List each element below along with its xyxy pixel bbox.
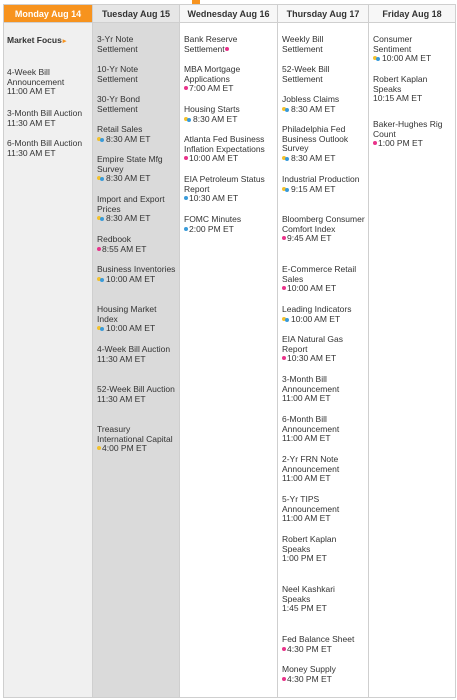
- event-name: 52-Week Bill Settlement: [282, 64, 330, 84]
- market-impact-icon: [282, 187, 290, 192]
- calendar-event[interactable]: [282, 215, 365, 244]
- market-impact-icon: [373, 56, 381, 61]
- calendar-event[interactable]: [184, 175, 274, 204]
- event-time: [373, 94, 452, 104]
- calendar-event[interactable]: [97, 345, 176, 364]
- event-name: 52-Week Bill Auction: [97, 384, 175, 394]
- event-name: Atlanta Fed Business Inflation Expectations: [184, 134, 265, 154]
- importance-dot-icon: [225, 47, 229, 51]
- calendar-event[interactable]: [97, 385, 176, 404]
- event-time-text: 11:00 AM ET: [282, 433, 331, 443]
- calendar-event[interactable]: [373, 35, 452, 64]
- event-time: [7, 119, 89, 129]
- importance-dot-icon: [184, 86, 188, 90]
- event-name: Fed Balance Sheet: [282, 634, 355, 644]
- event-time: [184, 84, 274, 94]
- event-time-text: 10:00 AM ET: [189, 153, 239, 163]
- event-time: [7, 87, 89, 97]
- market-impact-icon: [97, 137, 105, 142]
- importance-dot-icon: [97, 446, 101, 450]
- event-time-text: 9:45 AM ET: [287, 233, 332, 243]
- event-time-text: 8:30 AM ET: [106, 133, 151, 144]
- calendar-event[interactable]: [282, 65, 365, 84]
- event-name: Empire State Mfg Survey: [97, 154, 163, 174]
- event-time-text: 11:00 AM ET: [282, 393, 331, 403]
- event-time: [282, 645, 365, 655]
- importance-dot-icon: [184, 196, 188, 200]
- event-time-text: 1:45 PM ET: [282, 603, 327, 613]
- calendar-event[interactable]: [282, 535, 365, 564]
- event-time-text: 8:30 AM ET: [291, 152, 336, 163]
- event-name: Jobless Claims: [282, 94, 340, 104]
- event-name: Philadelphia Fed Business Outlook Survey: [282, 124, 349, 153]
- calendar-event[interactable]: [282, 95, 365, 114]
- event-time-text: 7:00 AM ET: [189, 83, 234, 93]
- event-name: 4-Week Bill Auction: [97, 344, 171, 354]
- event-time-text: 1:00 PM ET: [378, 138, 423, 148]
- event-time-text: 4:30 PM ET: [287, 673, 332, 684]
- day-column-tuesday: [93, 5, 180, 697]
- calendar-event[interactable]: [282, 305, 365, 324]
- event-time-text: 11:00 AM ET: [7, 86, 56, 96]
- day-column-friday: [369, 5, 455, 697]
- event-time: [282, 675, 365, 685]
- event-time: [97, 174, 176, 184]
- calendar-event[interactable]: [282, 665, 365, 684]
- event-time: [282, 514, 365, 524]
- event-time-text: 11:30 AM ET: [97, 393, 146, 404]
- day-header-thursday[interactable]: Thursday Aug 17: [278, 5, 368, 23]
- calendar-event[interactable]: [373, 75, 452, 104]
- event-name: EIA Natural Gas Report: [282, 334, 343, 354]
- event-time: [97, 245, 176, 255]
- calendar-event[interactable]: [184, 215, 274, 234]
- event-name: 2-Yr FRN Note Announcement: [282, 454, 340, 474]
- calendar-event[interactable]: [282, 175, 365, 194]
- event-time-text: 11:30 AM ET: [97, 353, 146, 364]
- event-name: 10-Yr Note Settlement: [97, 64, 139, 84]
- event-time-text: 11:30 AM ET: [7, 147, 56, 158]
- market-impact-icon: [282, 107, 290, 112]
- event-name: Money Supply: [282, 664, 336, 674]
- calendar-event[interactable]: [282, 585, 365, 614]
- event-time-text: 4:00 PM ET: [102, 443, 147, 453]
- event-name: MBA Mortgage Applications: [184, 64, 241, 84]
- event-time-text: 10:15 AM ET: [373, 93, 423, 103]
- calendar-event[interactable]: [97, 65, 176, 84]
- event-time: [184, 115, 274, 125]
- event-name: 5-Yr TIPS Announcement: [282, 494, 340, 514]
- importance-dot-icon: [97, 247, 101, 251]
- calendar-event[interactable]: [97, 235, 176, 254]
- calendar-event[interactable]: [373, 120, 452, 149]
- calendar-event[interactable]: [282, 495, 365, 524]
- market-impact-icon: [184, 117, 192, 122]
- event-time: [97, 214, 176, 224]
- event-time-text: 10:00 AM ET: [382, 53, 432, 63]
- day-header-friday[interactable]: Friday Aug 18: [369, 5, 455, 23]
- event-name: Import and Export Prices: [97, 194, 165, 214]
- calendar-event[interactable]: [7, 109, 89, 128]
- day-header-tuesday[interactable]: Tuesday Aug 15: [93, 5, 179, 23]
- calendar-event[interactable]: [184, 105, 274, 124]
- event-name: Bloomberg Consumer Comfort Index: [282, 214, 365, 234]
- event-name: Housing Starts: [184, 104, 240, 114]
- event-name: Housing Market Index: [97, 304, 157, 324]
- event-name: Industrial Production: [282, 174, 360, 184]
- calendar-event[interactable]: [97, 155, 176, 184]
- event-time: [282, 604, 365, 614]
- market-impact-icon: [97, 176, 105, 181]
- event-name: Baker-Hughes Rig Count: [373, 119, 443, 139]
- event-time: [97, 355, 176, 365]
- event-name: EIA Petroleum Status Report: [184, 174, 265, 194]
- event-name: FOMC Minutes: [184, 214, 242, 224]
- day-column-monday: [4, 5, 93, 697]
- calendar-event[interactable]: [282, 375, 365, 404]
- calendar-event[interactable]: [97, 35, 176, 54]
- event-time-text: 10:00 AM ET: [106, 323, 156, 333]
- event-name: 30-Yr Bond Settlement: [97, 94, 140, 114]
- event-time-text: 11:00 AM ET: [282, 473, 331, 483]
- event-time: [282, 434, 365, 444]
- calendar-event[interactable]: [282, 455, 365, 484]
- market-impact-icon: [97, 277, 105, 282]
- event-time-text: 9:15 AM ET: [291, 183, 336, 194]
- calendar-event[interactable]: [97, 305, 176, 334]
- event-time-text: 8:30 AM ET: [106, 213, 151, 223]
- event-name: 3-Month Bill Announcement: [282, 374, 340, 394]
- calendar-event[interactable]: [184, 135, 274, 164]
- event-name: Neel Kashkari Speaks: [282, 584, 335, 604]
- event-time: [7, 149, 89, 159]
- importance-dot-icon: [282, 236, 286, 240]
- importance-dot-icon: [373, 141, 377, 145]
- event-name: 6-Month Bill Announcement: [282, 414, 340, 434]
- event-name: Robert Kaplan Speaks: [282, 534, 337, 554]
- calendar-event[interactable]: [282, 35, 365, 54]
- event-time: [282, 105, 365, 115]
- market-impact-icon: [282, 317, 290, 322]
- event-name: Leading Indicators: [282, 304, 352, 314]
- event-time-text: 11:30 AM ET: [7, 117, 56, 128]
- event-time: [97, 444, 176, 454]
- event-name: Robert Kaplan Speaks: [373, 74, 428, 94]
- event-time: [282, 154, 365, 164]
- event-name: Retail Sales: [97, 124, 143, 134]
- economic-calendar: [3, 4, 456, 698]
- market-impact-icon: [97, 216, 105, 221]
- event-time: [97, 395, 176, 405]
- event-name: Weekly Bill Settlement: [282, 34, 324, 54]
- importance-dot-icon: [282, 647, 286, 651]
- event-name: Consumer Sentiment: [373, 34, 413, 54]
- calendar-event[interactable]: [7, 139, 89, 158]
- importance-dot-icon: [282, 677, 286, 681]
- event-time-text: 8:30 AM ET: [106, 173, 151, 183]
- event-time: [282, 554, 365, 564]
- market-focus-link[interactable]: [7, 35, 66, 45]
- calendar-event[interactable]: [282, 415, 365, 444]
- event-time: [97, 324, 176, 334]
- importance-dot-icon: [184, 227, 188, 231]
- calendar-event[interactable]: [282, 635, 365, 654]
- event-time: [373, 54, 452, 64]
- calendar-event[interactable]: [282, 125, 365, 163]
- calendar-event[interactable]: [97, 95, 176, 114]
- event-time-text: 2:00 PM ET: [189, 223, 234, 234]
- importance-dot-icon: [184, 156, 188, 160]
- importance-dot-icon: [282, 356, 286, 360]
- event-name: Redbook: [97, 234, 132, 244]
- calendar-event[interactable]: [97, 265, 176, 284]
- calendar-event[interactable]: [184, 65, 274, 94]
- importance-dot-icon: [282, 286, 286, 290]
- event-time: [282, 315, 365, 325]
- event-name: 3-Yr Note Settlement: [97, 34, 138, 54]
- calendar-event[interactable]: [97, 195, 176, 224]
- day-header-monday[interactable]: Monday Aug 14: [4, 5, 92, 23]
- event-time: [184, 225, 274, 235]
- calendar-event[interactable]: [7, 68, 89, 97]
- event-time: [282, 185, 365, 195]
- event-time-text: 11:00 AM ET: [282, 513, 331, 523]
- event-name: Bank Reserve Settlement: [184, 34, 238, 54]
- event-time: [184, 154, 274, 164]
- event-time-text: 10:00 AM ET: [106, 273, 156, 284]
- market-focus-label: Market Focus: [7, 35, 62, 45]
- event-name: 3-Month Bill Auction: [7, 108, 83, 118]
- market-impact-icon: [282, 156, 290, 161]
- event-time: [373, 139, 452, 149]
- day-column-wednesday: [180, 5, 278, 697]
- event-time-text: 10:00 AM ET: [291, 313, 341, 324]
- event-time-text: 8:30 AM ET: [291, 103, 336, 114]
- calendar-event[interactable]: [282, 335, 365, 364]
- event-time-text: 10:30 AM ET: [189, 193, 239, 203]
- event-time: [282, 394, 365, 404]
- event-time: [97, 275, 176, 285]
- event-time-text: 10:00 AM ET: [287, 283, 337, 293]
- event-time-text: 8:30 AM ET: [193, 113, 238, 124]
- event-name: 4-Week Bill Announcement: [7, 67, 65, 87]
- day-column-thursday: [278, 5, 369, 697]
- event-name: 6-Month Bill Auction: [7, 138, 83, 148]
- event-time: [282, 284, 365, 294]
- market-impact-icon: [97, 326, 105, 331]
- event-time: [282, 234, 365, 244]
- arrow-right-icon: ▸: [62, 38, 67, 45]
- event-time: [184, 194, 274, 204]
- event-name: Business Inventories: [97, 264, 176, 274]
- event-time-text: 1:00 PM ET: [282, 553, 327, 563]
- calendar-event[interactable]: [184, 35, 274, 54]
- calendar-event[interactable]: [97, 425, 176, 454]
- event-time-text: 4:30 PM ET: [287, 643, 332, 654]
- event-time-text: 8:55 AM ET: [102, 243, 147, 254]
- event-time: [282, 474, 365, 484]
- calendar-event[interactable]: [97, 125, 176, 144]
- calendar-event[interactable]: [282, 265, 365, 294]
- event-name: E-Commerce Retail Sales: [282, 264, 357, 284]
- event-time: [282, 354, 365, 364]
- day-header-wednesday[interactable]: Wednesday Aug 16: [180, 5, 277, 23]
- event-time: [97, 135, 176, 145]
- event-time-text: 10:30 AM ET: [287, 353, 337, 363]
- event-name: Treasury International Capital: [97, 424, 173, 444]
